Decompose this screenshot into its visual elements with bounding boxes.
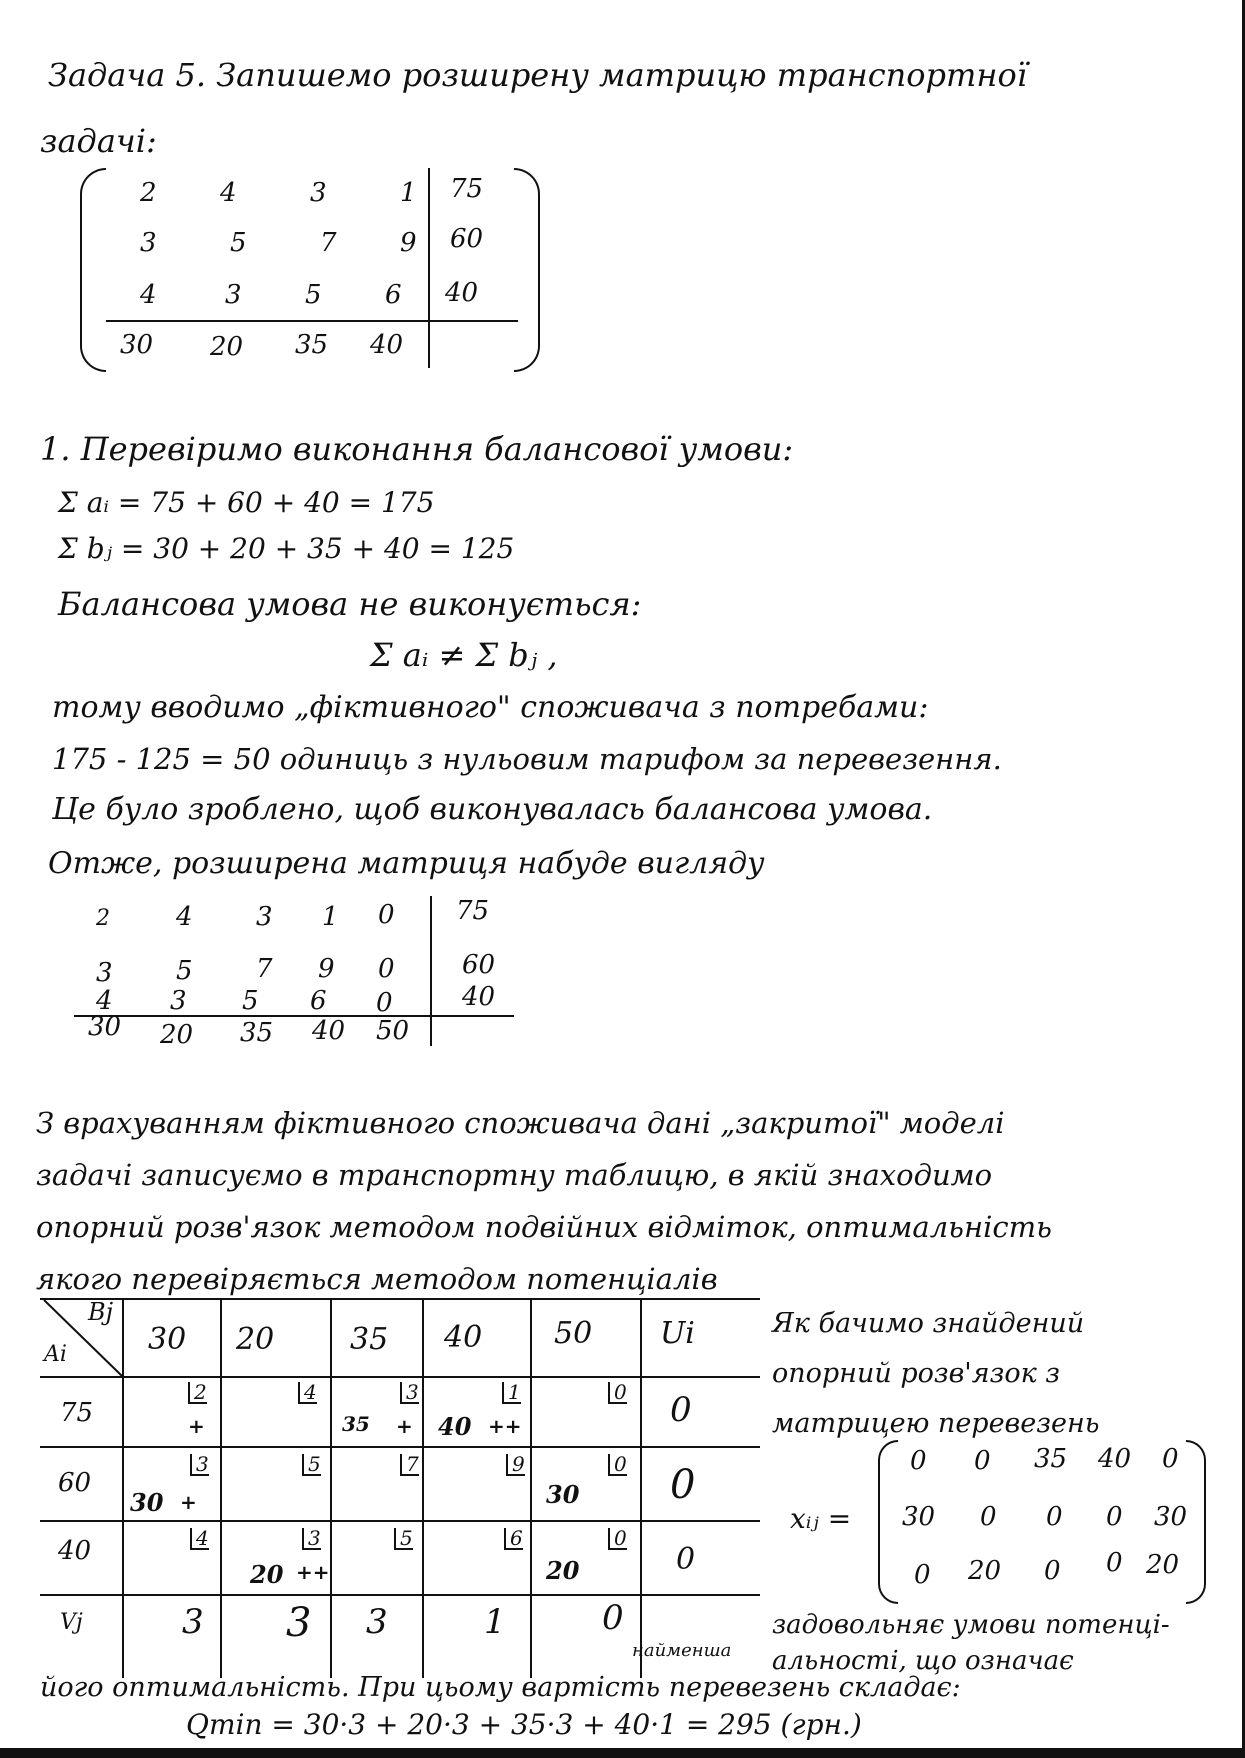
header-demand: 50 xyxy=(554,1316,593,1351)
solution-cell: 30 xyxy=(1154,1502,1188,1532)
header-demand: 40 xyxy=(444,1320,483,1355)
fictitious-line-2: 175 - 125 = 50 одиниць з нульовим тарифом за перевезення. xyxy=(52,742,1002,776)
matrix-1-cell: 7 xyxy=(320,228,337,258)
matrix-1-supply: 40 xyxy=(445,278,479,308)
allocation: 40 xyxy=(438,1412,472,1441)
table-line xyxy=(220,1298,222,1678)
cost-box: 0 xyxy=(608,1382,627,1404)
cost-box: 5 xyxy=(394,1528,413,1550)
matrix-1-cell: 5 xyxy=(305,280,322,310)
matrix-2-cell: 5 xyxy=(242,986,259,1016)
row-supply: 40 xyxy=(58,1536,92,1566)
matrix-1-cell: 5 xyxy=(230,228,247,258)
step-2-line-2: задачі записуємо в транспортну таблицю, в якій знаходимо xyxy=(36,1158,993,1192)
solution-cell: 0 xyxy=(910,1446,927,1476)
matrix-2-cell: 3 xyxy=(170,986,187,1016)
matrix-1-supply: 60 xyxy=(450,224,484,254)
fictitious-line-1: тому вводимо „фіктивного" споживача з потребами: xyxy=(52,690,929,725)
cost-box: 0 xyxy=(608,1454,627,1476)
step-2-line-1: З врахуванням фіктивного споживача дані „закритої" моделі xyxy=(36,1106,1005,1140)
potential-v: 3 xyxy=(366,1602,388,1642)
matrix-1-demand: 30 xyxy=(120,330,154,360)
matrix-1-cell: 3 xyxy=(140,228,157,258)
matrix-1-left-paren xyxy=(80,168,106,372)
heading-line-1: Задача 5. Запишемо розширену матрицю транспортної xyxy=(48,56,1027,94)
potential-v: 0 xyxy=(602,1598,624,1638)
matrix-1-cell: 9 xyxy=(400,228,417,258)
header-demand: 20 xyxy=(236,1322,275,1357)
double-mark: + xyxy=(180,1490,197,1514)
cost-box: 0 xyxy=(608,1528,627,1550)
potential-u: 0 xyxy=(676,1542,696,1577)
cost-box: 3 xyxy=(400,1382,419,1404)
step-2-line-3: опорний розв'язок методом подвійних відміток, оптимальність xyxy=(36,1210,1052,1244)
potential-v: 3 xyxy=(182,1602,204,1642)
cost-box: 6 xyxy=(504,1528,523,1550)
matrix-2-cell: 0 xyxy=(378,954,395,984)
matrix-2-cell: 4 xyxy=(96,986,113,1016)
fictitious-line-4: Отже, розширена матриця набуде вигляду xyxy=(48,846,765,881)
matrix-2-demand: 40 xyxy=(312,1016,346,1046)
potential-v-label: Vj xyxy=(60,1610,83,1635)
header-demand: 35 xyxy=(350,1322,389,1357)
side-note-line-2: опорний розв'язок з xyxy=(772,1358,1061,1389)
sum-a-formula: Σ aᵢ = 75 + 60 + 40 = 175 xyxy=(58,486,435,519)
solution-cell: 30 xyxy=(902,1502,936,1532)
matrix-1-cell: 4 xyxy=(140,280,157,310)
double-mark: ++ xyxy=(296,1560,330,1584)
cost-box: 9 xyxy=(506,1454,525,1476)
matrix-2-demand: 20 xyxy=(160,1020,194,1050)
allocation: 35 xyxy=(342,1412,370,1436)
matrix-1-cell: 4 xyxy=(220,178,237,208)
matrix-2-cell: 2 xyxy=(96,906,110,931)
side-note-line-1: Як бачимо знайдений xyxy=(772,1308,1085,1339)
scan-edge-bottom xyxy=(0,1748,1245,1758)
matrix-1-supply: 75 xyxy=(450,174,484,204)
matrix-1-cell: 3 xyxy=(310,178,327,208)
matrix-2-cell: 7 xyxy=(256,954,273,984)
matrix-1-cell: 2 xyxy=(140,178,157,208)
cost-box: 3 xyxy=(190,1454,209,1476)
solution-right-paren xyxy=(1186,1440,1206,1604)
row-supply: 75 xyxy=(60,1398,94,1428)
matrix-2-cell: 6 xyxy=(310,986,327,1016)
step-1-title: 1. Перевіримо виконання балансової умови: xyxy=(40,430,794,468)
table-line xyxy=(530,1298,532,1678)
table-line xyxy=(40,1446,760,1448)
matrix-1-demand: 40 xyxy=(370,330,404,360)
table-line xyxy=(40,1520,760,1522)
side-note-line-4: задовольняє умови потенці- xyxy=(772,1610,1170,1640)
side-note-line-3: матрицею перевезень xyxy=(772,1408,1100,1439)
cost-box: 4 xyxy=(298,1382,317,1404)
inequality-formula: Σ aᵢ ≠ Σ bⱼ , xyxy=(370,636,558,674)
conclusion-line-2: Qmin = 30·3 + 20·3 + 35·3 + 40·1 = 295 (грн.) xyxy=(186,1708,862,1741)
matrix-2-demand: 50 xyxy=(376,1016,410,1046)
matrix-2-divider-v xyxy=(430,896,432,1046)
fictitious-line-3: Це було зроблено, щоб виконувалась балансова умова. xyxy=(52,792,933,827)
balance-not-met: Балансова умова не виконується: xyxy=(58,585,642,623)
transport-table xyxy=(40,1298,760,1678)
solution-cell: 0 xyxy=(1046,1502,1063,1532)
matrix-1-divider-h xyxy=(106,320,518,322)
solution-cell: 0 xyxy=(1044,1556,1061,1586)
allocation: 20 xyxy=(250,1560,284,1589)
matrix-2-demand: 35 xyxy=(240,1018,274,1048)
solution-matrix-label: xᵢⱼ = xyxy=(790,1502,852,1535)
table-line xyxy=(422,1298,424,1678)
matrix-2-supply: 40 xyxy=(462,982,496,1012)
solution-cell: 20 xyxy=(968,1556,1002,1586)
matrix-2-cell: 3 xyxy=(256,902,273,932)
corner-supply-label: Ai xyxy=(44,1342,67,1367)
solution-cell: 0 xyxy=(1162,1444,1179,1474)
matrix-2-cell: 4 xyxy=(176,902,193,932)
potential-v: 3 xyxy=(286,1600,312,1646)
matrix-2-cell: 0 xyxy=(376,988,393,1018)
potential-u: 0 xyxy=(670,1462,696,1508)
table-line xyxy=(330,1298,332,1678)
allocation: 30 xyxy=(130,1488,164,1517)
matrix-1 xyxy=(80,160,540,375)
matrix-1-cell: 6 xyxy=(385,280,402,310)
matrix-1-right-paren xyxy=(514,168,540,372)
potential-u: 0 xyxy=(670,1390,692,1430)
table-line xyxy=(40,1376,760,1378)
side-note-insert-word: найменша xyxy=(632,1640,732,1661)
matrix-2-divider-h xyxy=(74,1015,514,1017)
solution-cell: 0 xyxy=(914,1560,931,1590)
matrix-2-supply: 75 xyxy=(456,896,490,926)
sum-b-formula: Σ bⱼ = 30 + 20 + 35 + 40 = 125 xyxy=(58,532,515,565)
matrix-2-demand: 30 xyxy=(88,1012,122,1042)
row-supply: 60 xyxy=(58,1468,92,1498)
matrix-1-cell: 1 xyxy=(400,178,417,208)
solution-left-paren xyxy=(878,1440,898,1604)
cost-box: 7 xyxy=(400,1454,419,1476)
table-line xyxy=(40,1298,760,1300)
step-2-line-4: якого перевіряється методом потенціалів xyxy=(36,1262,718,1296)
matrix-1-demand: 20 xyxy=(210,332,244,362)
header-demand: 30 xyxy=(148,1322,187,1357)
cost-box: 4 xyxy=(190,1528,209,1550)
matrix-2-cell: 3 xyxy=(96,958,113,988)
allocation: 30 xyxy=(546,1480,580,1509)
matrix-1-demand: 35 xyxy=(295,330,329,360)
matrix-1-divider-v xyxy=(428,168,430,368)
matrix-2 xyxy=(60,890,520,1050)
cost-box: 1 xyxy=(502,1382,521,1404)
solution-cell: 0 xyxy=(974,1446,991,1476)
solution-cell: 35 xyxy=(1034,1444,1068,1474)
solution-cell: 0 xyxy=(1106,1548,1123,1578)
heading-line-2: задачі: xyxy=(40,122,157,160)
solution-cell: 40 xyxy=(1098,1444,1132,1474)
allocation: 20 xyxy=(546,1556,580,1585)
matrix-2-cell: 9 xyxy=(318,954,335,984)
double-mark: + xyxy=(396,1414,413,1438)
double-mark: + xyxy=(188,1414,205,1438)
matrix-2-cell: 0 xyxy=(378,900,395,930)
potential-v: 1 xyxy=(484,1602,506,1642)
matrix-2-cell: 1 xyxy=(322,902,339,932)
cost-box: 2 xyxy=(188,1382,207,1404)
matrix-2-supply: 60 xyxy=(462,950,496,980)
cost-box: 5 xyxy=(302,1454,321,1476)
header-potential-u: Ui xyxy=(660,1316,695,1351)
solution-cell: 20 xyxy=(1146,1550,1180,1580)
solution-cell: 0 xyxy=(1106,1502,1123,1532)
table-line xyxy=(40,1594,760,1596)
corner-demand-label: Bj xyxy=(88,1298,114,1326)
double-mark: ++ xyxy=(488,1414,522,1438)
solution-matrix xyxy=(790,1436,1210,1606)
matrix-2-cell: 5 xyxy=(176,956,193,986)
matrix-1-cell: 3 xyxy=(225,280,242,310)
conclusion-line-1: його оптимальність. При цьому вартість перевезень складає: xyxy=(40,1672,961,1703)
side-note-line-5: альності, що означає xyxy=(772,1646,1074,1676)
table-line xyxy=(640,1298,642,1678)
cost-box: 3 xyxy=(302,1528,321,1550)
solution-cell: 0 xyxy=(980,1502,997,1532)
